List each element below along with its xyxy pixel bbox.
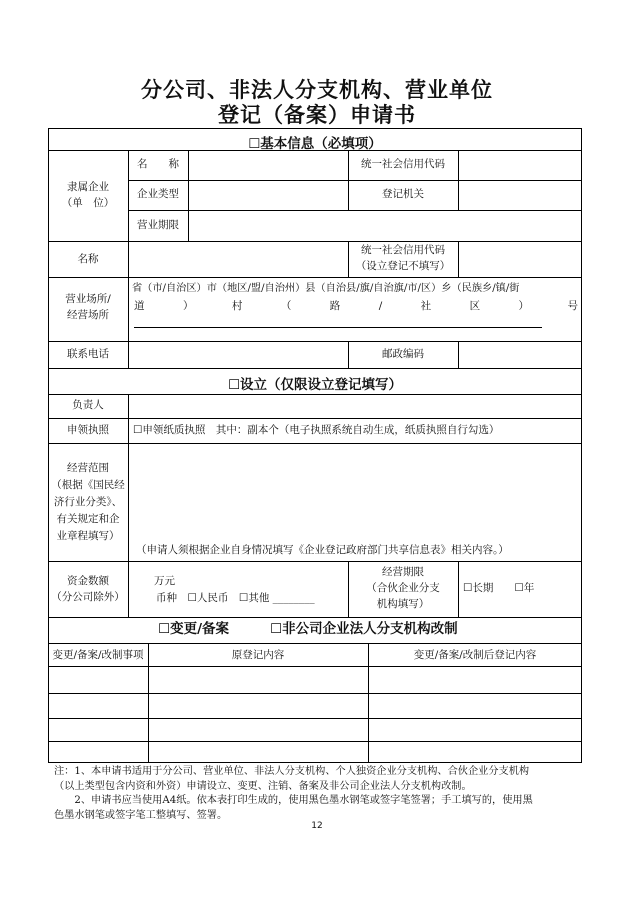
branch-credit-code-field[interactable] [459, 242, 581, 276]
parent-name-label: 名 称 [137, 158, 179, 170]
address-line-2[interactable] [134, 299, 578, 314]
premises-sublabel: 经营场所 [67, 309, 109, 321]
capital-sublabel: （分公司除外） [51, 591, 125, 603]
address-part: 路 [329, 300, 341, 312]
parent-credit-code-label: 统一社会信用代码 [361, 158, 445, 170]
license-option-checkbox[interactable]: ☐申领纸质执照 其中：副本个（电子执照系统自动生成，纸质执照自行勾选） [133, 424, 500, 436]
column-new-content: 变更/备案/改制后登记内容 [413, 649, 537, 661]
scope-label: 经营范围 [67, 462, 109, 474]
page-number: 12 [311, 821, 323, 831]
address-part: ） [518, 300, 530, 312]
scope-label-line: （根据《国民经 [51, 479, 125, 491]
form-title-line2: 登记（备案）申请书 [218, 103, 416, 127]
parent-name-field[interactable] [188, 151, 348, 179]
address-part: 村 [231, 300, 243, 312]
address-part: 社 [420, 300, 432, 312]
branch-name-label: 名称 [77, 253, 99, 265]
enterprise-type-label: 企业类型 [137, 188, 179, 200]
change-filing-header[interactable]: ☐变更/备案 [158, 621, 230, 637]
setup-header[interactable]: ☐设立（仅限设立登记填写） [227, 377, 403, 393]
business-scope-note: （申请人须根据企业自身情况填写《企业登记政府部门共享信息表》相关内容。） [136, 544, 509, 556]
note-line: 注：1、本申请书适用于分公司、营业单位、非法人分支机构、个人独资企业分支机构、合伙企业分支机构 [54, 766, 530, 777]
person-in-charge-field[interactable] [129, 395, 581, 417]
basic-info-header[interactable]: ☐基本信息（必填项） [248, 136, 382, 152]
phone-field[interactable] [129, 342, 347, 367]
parent-company-label: 隶属企业 [67, 181, 109, 193]
parent-credit-code-field[interactable] [459, 151, 581, 179]
address-part: （ [280, 300, 292, 312]
address-part: ） [182, 300, 194, 312]
capital-unit[interactable]: 万元 [154, 575, 175, 587]
address-part: 区 [469, 300, 481, 312]
address-part: / [378, 300, 383, 312]
note-line: 色墨水钢笔或签字笔工整填写、签署。 [54, 809, 228, 821]
branch-credit-code-note: （设立登记不填写） [355, 260, 451, 272]
operating-period-label: 经营期限 [382, 566, 424, 578]
scope-label-line: 有关规定和企 [56, 513, 120, 525]
note-line: （以上类型包含内资和外资）申请设立、变更、注销、备案及非公司企业法人分支机构改制。 [54, 780, 472, 792]
address-line-1[interactable]: 省（市/自治区）市（地区/盟/自治州）县（自治县/旗/自治旗/市/区）乡（民族乡/镇/街 [132, 283, 520, 294]
divider [48, 617, 582, 618]
divider [128, 277, 129, 341]
divider [458, 561, 459, 617]
scope-label-line: 济行业分类》、 [53, 496, 123, 508]
restructure-header[interactable]: ☐非公司企业法人分支机构改制 [270, 621, 458, 637]
table-row[interactable] [49, 667, 147, 692]
business-term-field[interactable] [188, 211, 581, 240]
operating-period-label-line: 机构填写） [376, 598, 430, 610]
person-in-charge-label: 负责人 [72, 399, 104, 411]
capital-label: 资金数额 [67, 575, 109, 587]
divider [48, 643, 582, 644]
registration-authority-label: 登记机关 [382, 188, 424, 200]
registration-authority-field[interactable] [459, 181, 581, 209]
enterprise-type-field[interactable] [188, 181, 348, 209]
branch-credit-code-label: 统一社会信用代码 [361, 244, 445, 256]
business-scope-field[interactable] [129, 444, 581, 540]
premises-label: 营业场所/ [65, 293, 111, 305]
branch-name-field[interactable] [129, 242, 347, 276]
column-change-item: 变更/备案/改制事项 [52, 649, 144, 661]
scope-label-line: 业章程填写） [56, 530, 120, 542]
currency-options[interactable]: 币种 ☐人民币 ☐其他 ________ [156, 592, 315, 604]
parent-company-sublabel: （单 位） [61, 197, 115, 209]
table-row[interactable] [49, 694, 147, 717]
divider [48, 418, 582, 419]
business-term-label: 营业期限 [137, 219, 179, 231]
divider [48, 561, 582, 562]
column-original-content: 原登记内容 [231, 649, 285, 661]
postcode-field[interactable] [459, 342, 581, 367]
table-row[interactable] [49, 719, 147, 740]
phone-label: 联系电话 [67, 348, 109, 360]
divider [48, 368, 582, 369]
postcode-label: 邮政编码 [382, 348, 424, 360]
form-title-line1: 分公司、非法人分支机构、营业单位 [141, 78, 493, 102]
address-part: 道 [134, 300, 145, 312]
address-part: 号 [567, 300, 578, 312]
address-underline [134, 327, 542, 328]
table-row[interactable] [49, 742, 147, 762]
operating-period-label-line: （合伙企业分支 [366, 582, 440, 594]
operating-period-options[interactable]: ☐长期 ☐年 [463, 582, 535, 594]
note-line: 2、申请书应当使用A4纸。依本表打印生成的，使用黑色墨水钢笔或签字笔签署；手工填写的，使用黑 [54, 795, 533, 806]
license-label: 申领执照 [67, 424, 109, 436]
